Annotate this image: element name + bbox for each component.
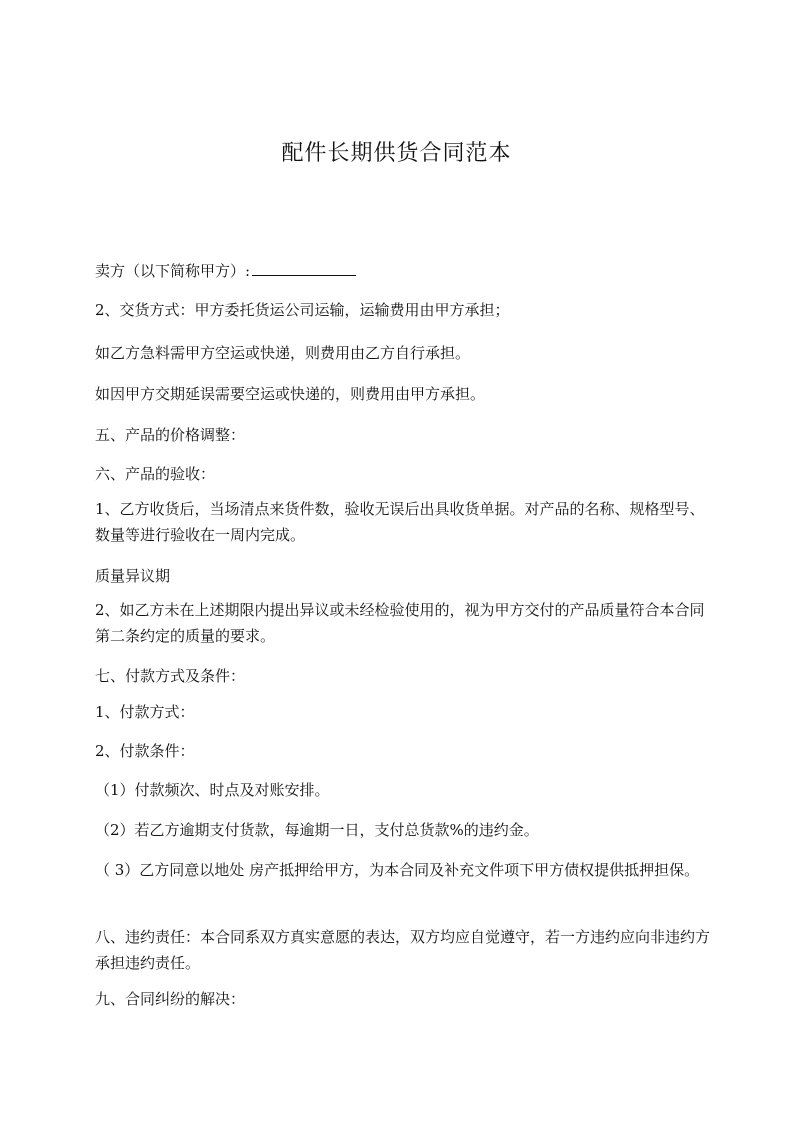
paragraph: 1、乙方收货后，当场清点来货件数，验收无误后出具收货单据。对产品的名称、规格型号、数量等进行验收在一周内完成。: [95, 500, 705, 544]
paragraph: 如因甲方交期延误需要空运或快递的，则费用由甲方承担。: [95, 385, 486, 403]
paragraph: 质量异议期: [95, 567, 171, 585]
section-heading: 九、合同纠纷的解决：: [95, 990, 246, 1008]
paragraph: 如乙方急料需甲方空运或快递，则费用由乙方自行承担。: [95, 344, 471, 362]
paragraph: 2、交货方式：甲方委托货运公司运输，运输费用由甲方承担；: [95, 301, 510, 319]
paragraph: 2、如乙方未在上述期限内提出异议或未经检验使用的，视为甲方交付的产品质量符合本合同第二条约定的质量的要求。: [95, 601, 705, 645]
section-heading: 五、产品的价格调整：: [95, 426, 246, 444]
section-heading: 七、付款方式及条件：: [95, 667, 246, 685]
paragraph: （ 3）乙方同意以地处 房产抵押给甲方，为本合同及补充文件项下甲方债权提供抵押担保。: [95, 861, 700, 879]
document-title: 配件长期供货合同范本: [281, 141, 512, 166]
paragraph: （2）若乙方逾期支付货款，每逾期一日，支付总货款%的违约金。: [95, 821, 539, 839]
seller-blank-line: [252, 259, 356, 276]
seller-line: [95, 258, 715, 284]
paragraph: 1、付款方式：: [95, 703, 195, 721]
section-heading: 八、违约责任：本合同系双方真实意愿的表达，双方均应自觉遵守，若一方违约应向非违约方承担违约责任。: [95, 928, 711, 972]
section-heading: 六、产品的验收：: [95, 465, 216, 483]
seller-label: 卖方（以下简称甲方）:: [95, 262, 251, 280]
paragraph: 2、付款条件：: [95, 742, 195, 760]
paragraph: （1）付款频次、时点及对账安排。: [95, 781, 330, 799]
